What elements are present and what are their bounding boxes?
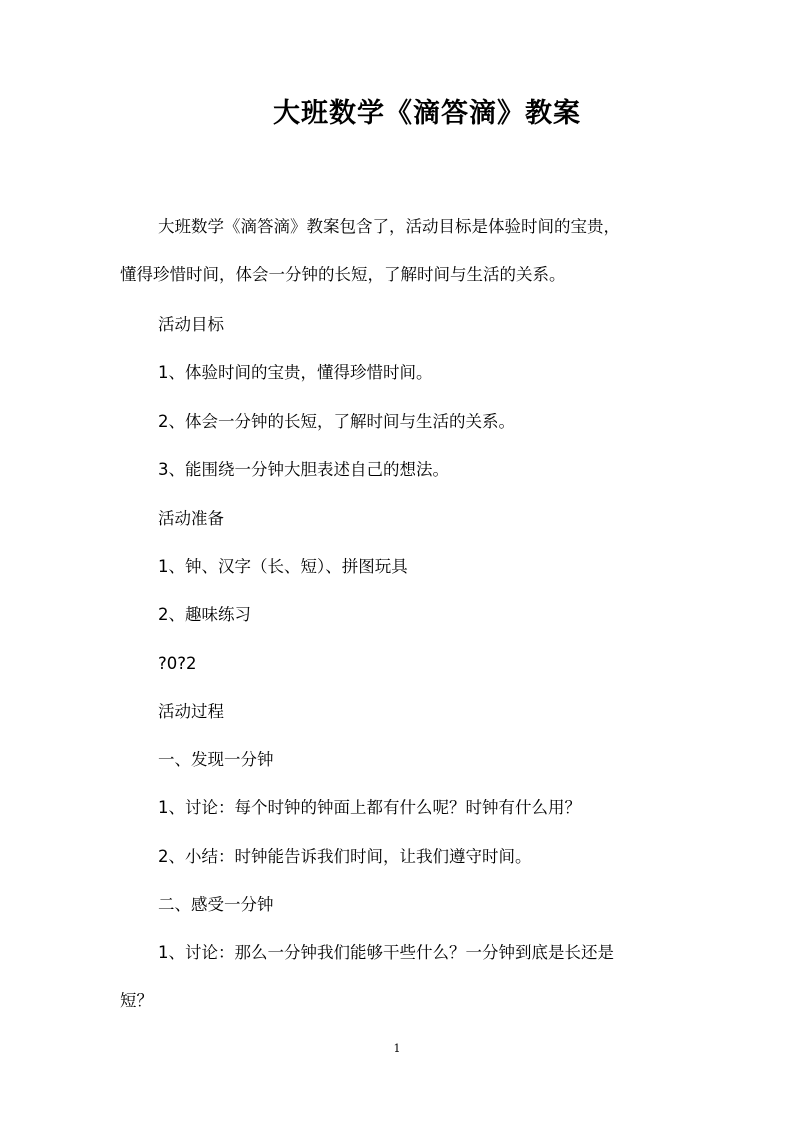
section-1-item-2: 2、小结：时钟能告诉我们时间，让我们遵守时间。 bbox=[158, 847, 532, 866]
prep-item-1: 1、钟、汉字（长、短）、拼图玩具 bbox=[158, 557, 408, 576]
section-2-item-1-line-1: 1、讨论：那么一分钟我们能够干些什么？一分钟到底是长还是 bbox=[158, 943, 614, 962]
goals-heading: 活动目标 bbox=[158, 315, 224, 334]
section-1-item-1: 1、讨论：每个时钟的钟面上都有什么呢？时钟有什么用？ bbox=[158, 798, 581, 817]
intro-paragraph-line-2: 懂得珍惜时间，体会一分钟的长短，了解时间与生活的关系。 bbox=[120, 265, 566, 284]
prep-item-2: 2、趣味练习 bbox=[158, 605, 251, 624]
goal-item-2: 2、体会一分钟的长短，了解时间与生活的关系。 bbox=[158, 412, 515, 431]
goal-item-3: 3、能围绕一分钟大胆表述自己的想法。 bbox=[158, 460, 449, 479]
section-2-heading: 二、感受一分钟 bbox=[158, 895, 274, 914]
section-2-item-1-line-2: 短？ bbox=[120, 991, 153, 1010]
page-number: 1 bbox=[393, 1042, 401, 1055]
goal-item-1: 1、体验时间的宝贵，懂得珍惜时间。 bbox=[158, 363, 433, 382]
garbled-text: ?0?2 bbox=[158, 654, 197, 673]
page-title: 大班数学《滴答滴》教案 bbox=[273, 98, 581, 129]
section-1-heading: 一、发现一分钟 bbox=[158, 750, 274, 769]
process-heading: 活动过程 bbox=[158, 702, 224, 721]
intro-paragraph-line-1: 大班数学《滴答滴》教案包含了，活动目标是体验时间的宝贵， bbox=[158, 217, 620, 236]
prep-heading: 活动准备 bbox=[158, 509, 224, 528]
